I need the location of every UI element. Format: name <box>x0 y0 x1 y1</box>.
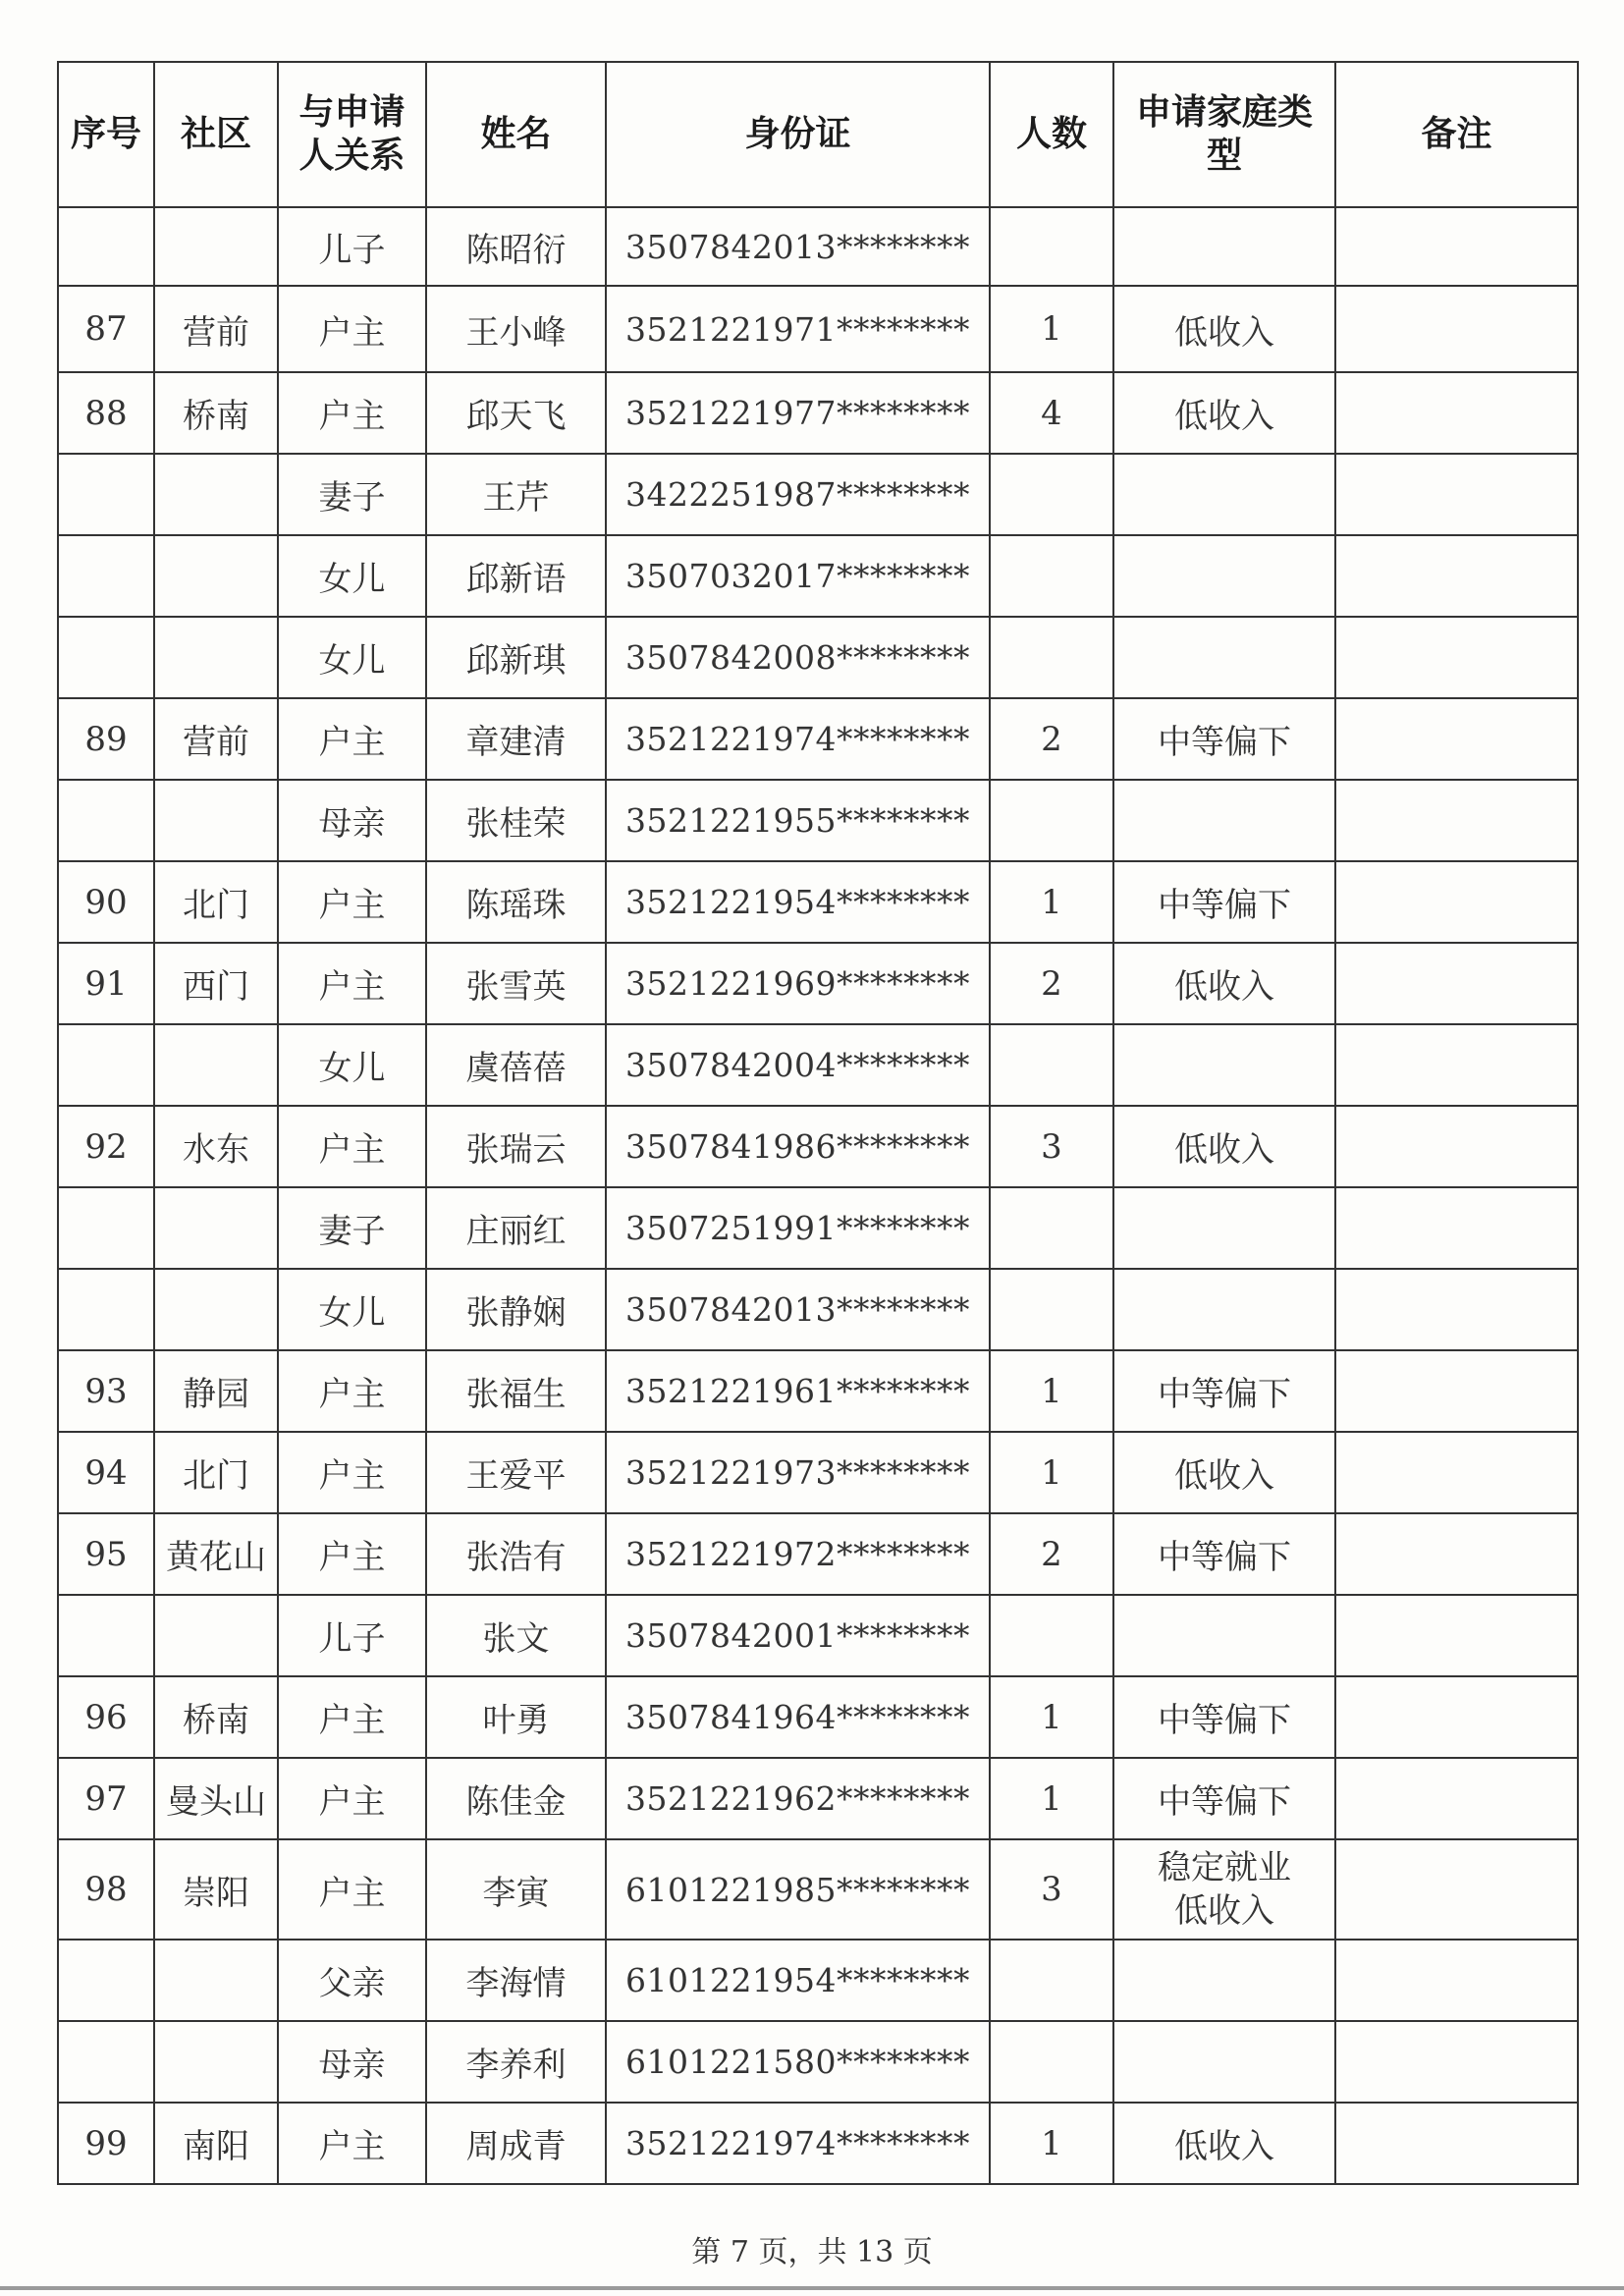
household-table <box>57 61 1579 2185</box>
row-name: 王爱平 <box>426 1432 606 1513</box>
row-id: 3507842001******** <box>606 1595 990 1676</box>
row-no: 87 <box>58 286 154 372</box>
row-id: 3422251987******** <box>606 454 990 535</box>
row-note <box>1335 780 1578 861</box>
row-count <box>990 2021 1113 2103</box>
row-name: 陈佳金 <box>426 1758 606 1839</box>
row-note <box>1335 2103 1578 2184</box>
row-name: 周成青 <box>426 2103 606 2184</box>
row-note <box>1335 1595 1578 1676</box>
row-id: 3507842008******** <box>606 617 990 698</box>
row-name: 李海情 <box>426 1940 606 2021</box>
row-count: 3 <box>990 1106 1113 1187</box>
page-footer: 第 7 页，共 13 页 <box>691 2235 933 2269</box>
row-note <box>1335 861 1578 943</box>
row-relation: 户主 <box>278 943 426 1024</box>
row-community <box>154 1024 278 1106</box>
row-id: 6101221580******** <box>606 2021 990 2103</box>
row-note <box>1335 1269 1578 1350</box>
row-name: 章建清 <box>426 698 606 780</box>
row-name: 张文 <box>426 1595 606 1676</box>
row-relation: 妻子 <box>278 454 426 535</box>
row-note <box>1335 1839 1578 1940</box>
table-row <box>58 1513 1578 1595</box>
row-relation: 户主 <box>278 1350 426 1432</box>
row-relation: 户主 <box>278 1676 426 1758</box>
row-no <box>58 1024 154 1106</box>
row-count: 1 <box>990 861 1113 943</box>
row-id: 3521221973******** <box>606 1432 990 1513</box>
row-no: 97 <box>58 1758 154 1839</box>
row-community: 北门 <box>154 861 278 943</box>
row-relation: 女儿 <box>278 1024 426 1106</box>
row-no <box>58 2021 154 2103</box>
row-no: 99 <box>58 2103 154 2184</box>
row-note <box>1335 943 1578 1024</box>
row-count <box>990 535 1113 617</box>
row-type: 稳定就业低收入 <box>1113 1839 1335 1940</box>
row-name: 王芹 <box>426 454 606 535</box>
row-note <box>1335 1106 1578 1187</box>
row-type: 低收入 <box>1113 372 1335 454</box>
table-row <box>58 207 1578 286</box>
col-header-no: 序号 <box>58 62 154 207</box>
col-header-community: 社区 <box>154 62 278 207</box>
row-community <box>154 207 278 286</box>
row-type <box>1113 1940 1335 2021</box>
col-header-type: 申请家庭类型 <box>1113 62 1335 207</box>
row-community: 曼头山 <box>154 1758 278 1839</box>
table-row <box>58 535 1578 617</box>
table-row <box>58 1024 1578 1106</box>
row-type: 中等偏下 <box>1113 861 1335 943</box>
row-no <box>58 1187 154 1269</box>
table-row <box>58 286 1578 372</box>
row-count: 2 <box>990 943 1113 1024</box>
row-type: 低收入 <box>1113 943 1335 1024</box>
row-name: 邱新语 <box>426 535 606 617</box>
row-relation: 儿子 <box>278 207 426 286</box>
row-count <box>990 1269 1113 1350</box>
row-relation: 父亲 <box>278 1940 426 2021</box>
row-no: 90 <box>58 861 154 943</box>
row-name: 张桂荣 <box>426 780 606 861</box>
row-type <box>1113 207 1335 286</box>
row-name: 陈昭衍 <box>426 207 606 286</box>
row-note <box>1335 1350 1578 1432</box>
row-relation: 母亲 <box>278 2021 426 2103</box>
row-note <box>1335 1513 1578 1595</box>
row-no <box>58 207 154 286</box>
row-note <box>1335 372 1578 454</box>
row-count: 1 <box>990 1350 1113 1432</box>
row-no <box>58 1940 154 2021</box>
row-count: 2 <box>990 698 1113 780</box>
row-count <box>990 780 1113 861</box>
table-row <box>58 698 1578 780</box>
row-relation: 户主 <box>278 2103 426 2184</box>
row-note <box>1335 617 1578 698</box>
row-id: 3507032017******** <box>606 535 990 617</box>
table-row <box>58 1595 1578 1676</box>
row-no: 96 <box>58 1676 154 1758</box>
row-count: 4 <box>990 372 1113 454</box>
row-id: 3507841964******** <box>606 1676 990 1758</box>
row-community: 桥南 <box>154 1676 278 1758</box>
row-name: 庄丽红 <box>426 1187 606 1269</box>
row-name: 李寅 <box>426 1839 606 1940</box>
col-header-note: 备注 <box>1335 62 1578 207</box>
row-no: 95 <box>58 1513 154 1595</box>
row-count: 1 <box>990 1676 1113 1758</box>
row-count: 2 <box>990 1513 1113 1595</box>
row-relation: 女儿 <box>278 1269 426 1350</box>
table-row <box>58 1269 1578 1350</box>
row-id: 3521221969******** <box>606 943 990 1024</box>
table-row <box>58 617 1578 698</box>
table-row <box>58 780 1578 861</box>
row-type: 中等偏下 <box>1113 1513 1335 1595</box>
row-note <box>1335 698 1578 780</box>
row-community <box>154 1269 278 1350</box>
table-row <box>58 861 1578 943</box>
row-count <box>990 207 1113 286</box>
row-count <box>990 1187 1113 1269</box>
row-type <box>1113 2021 1335 2103</box>
row-id: 3521221974******** <box>606 698 990 780</box>
table-row <box>58 454 1578 535</box>
row-type: 低收入 <box>1113 1106 1335 1187</box>
row-no: 91 <box>58 943 154 1024</box>
row-note <box>1335 1676 1578 1758</box>
row-name: 张瑞云 <box>426 1106 606 1187</box>
row-relation: 妻子 <box>278 1187 426 1269</box>
row-no: 88 <box>58 372 154 454</box>
row-relation: 户主 <box>278 1513 426 1595</box>
row-community <box>154 535 278 617</box>
row-id: 3521221954******** <box>606 861 990 943</box>
row-no <box>58 1595 154 1676</box>
row-id: 6101221954******** <box>606 1940 990 2021</box>
row-id: 3521221974******** <box>606 2103 990 2184</box>
row-type <box>1113 1024 1335 1106</box>
row-name: 叶勇 <box>426 1676 606 1758</box>
row-type: 中等偏下 <box>1113 1350 1335 1432</box>
row-name: 李养利 <box>426 2021 606 2103</box>
row-community: 崇阳 <box>154 1839 278 1940</box>
table-row <box>58 1350 1578 1432</box>
row-id: 3521221971******** <box>606 286 990 372</box>
row-relation: 户主 <box>278 1839 426 1940</box>
row-community <box>154 1940 278 2021</box>
row-count: 3 <box>990 1839 1113 1940</box>
row-type: 中等偏下 <box>1113 1676 1335 1758</box>
row-relation: 母亲 <box>278 780 426 861</box>
row-community: 西门 <box>154 943 278 1024</box>
row-count <box>990 454 1113 535</box>
row-type: 低收入 <box>1113 2103 1335 2184</box>
row-note <box>1335 1432 1578 1513</box>
row-no: 98 <box>58 1839 154 1940</box>
row-community <box>154 2021 278 2103</box>
row-count: 1 <box>990 1432 1113 1513</box>
table-row <box>58 2103 1578 2184</box>
bottom-border <box>0 2286 1624 2290</box>
row-note <box>1335 454 1578 535</box>
row-type <box>1113 1187 1335 1269</box>
row-community: 北门 <box>154 1432 278 1513</box>
table-row <box>58 943 1578 1024</box>
row-id: 3521221977******** <box>606 372 990 454</box>
row-name: 张雪英 <box>426 943 606 1024</box>
row-type: 中等偏下 <box>1113 1758 1335 1839</box>
row-note <box>1335 1758 1578 1839</box>
row-name: 邱天飞 <box>426 372 606 454</box>
row-community: 黄花山 <box>154 1513 278 1595</box>
row-community <box>154 1595 278 1676</box>
row-relation: 户主 <box>278 1758 426 1839</box>
row-no <box>58 1269 154 1350</box>
header-row <box>58 62 1578 207</box>
row-community <box>154 617 278 698</box>
row-name: 张福生 <box>426 1350 606 1432</box>
row-note <box>1335 2021 1578 2103</box>
row-type <box>1113 454 1335 535</box>
row-type: 低收入 <box>1113 286 1335 372</box>
row-id: 3521221962******** <box>606 1758 990 1839</box>
col-header-count: 人数 <box>990 62 1113 207</box>
row-relation: 儿子 <box>278 1595 426 1676</box>
row-id: 6101221985******** <box>606 1839 990 1940</box>
table-row <box>58 372 1578 454</box>
col-header-relation: 与申请人关系 <box>278 62 426 207</box>
row-note <box>1335 1187 1578 1269</box>
row-id: 3521221972******** <box>606 1513 990 1595</box>
row-count: 1 <box>990 2103 1113 2184</box>
row-name: 邱新琪 <box>426 617 606 698</box>
table-row <box>58 1758 1578 1839</box>
table-row <box>58 2021 1578 2103</box>
row-id: 3521221961******** <box>606 1350 990 1432</box>
row-name: 王小峰 <box>426 286 606 372</box>
row-no: 94 <box>58 1432 154 1513</box>
row-no <box>58 535 154 617</box>
row-relation: 户主 <box>278 698 426 780</box>
row-no <box>58 454 154 535</box>
table-row <box>58 1187 1578 1269</box>
row-community: 桥南 <box>154 372 278 454</box>
row-relation: 户主 <box>278 286 426 372</box>
table-row <box>58 1839 1578 1940</box>
col-header-id: 身份证 <box>606 62 990 207</box>
row-name: 张浩有 <box>426 1513 606 1595</box>
row-community <box>154 1187 278 1269</box>
row-count: 1 <box>990 1758 1113 1839</box>
row-id: 3507842004******** <box>606 1024 990 1106</box>
row-no <box>58 780 154 861</box>
row-id: 3507251991******** <box>606 1187 990 1269</box>
row-community: 营前 <box>154 286 278 372</box>
row-name: 陈瑶珠 <box>426 861 606 943</box>
row-community: 静园 <box>154 1350 278 1432</box>
row-community <box>154 454 278 535</box>
row-type <box>1113 1269 1335 1350</box>
row-type: 中等偏下 <box>1113 698 1335 780</box>
table-row <box>58 1106 1578 1187</box>
table-row <box>58 1940 1578 2021</box>
row-note <box>1335 207 1578 286</box>
table-row <box>58 1676 1578 1758</box>
col-header-name: 姓名 <box>426 62 606 207</box>
row-count <box>990 1595 1113 1676</box>
row-name: 虞蓓蓓 <box>426 1024 606 1106</box>
row-id: 3507841986******** <box>606 1106 990 1187</box>
table-row <box>58 1432 1578 1513</box>
row-community: 营前 <box>154 698 278 780</box>
row-type <box>1113 780 1335 861</box>
row-id: 3507842013******** <box>606 207 990 286</box>
row-no: 89 <box>58 698 154 780</box>
row-count <box>990 1940 1113 2021</box>
row-relation: 户主 <box>278 861 426 943</box>
row-relation: 户主 <box>278 372 426 454</box>
row-no: 93 <box>58 1350 154 1432</box>
row-community <box>154 780 278 861</box>
row-community: 南阳 <box>154 2103 278 2184</box>
row-count <box>990 617 1113 698</box>
row-relation: 户主 <box>278 1106 426 1187</box>
row-count <box>990 1024 1113 1106</box>
row-name: 张静娴 <box>426 1269 606 1350</box>
row-type: 低收入 <box>1113 1432 1335 1513</box>
row-relation: 女儿 <box>278 617 426 698</box>
row-note <box>1335 1940 1578 2021</box>
row-id: 3507842013******** <box>606 1269 990 1350</box>
row-note <box>1335 286 1578 372</box>
row-note <box>1335 535 1578 617</box>
row-note <box>1335 1024 1578 1106</box>
row-no <box>58 617 154 698</box>
row-id: 3521221955******** <box>606 780 990 861</box>
row-relation: 户主 <box>278 1432 426 1513</box>
row-community: 水东 <box>154 1106 278 1187</box>
row-type <box>1113 1595 1335 1676</box>
row-relation: 女儿 <box>278 535 426 617</box>
row-count: 1 <box>990 286 1113 372</box>
row-type <box>1113 617 1335 698</box>
row-type <box>1113 535 1335 617</box>
row-no: 92 <box>58 1106 154 1187</box>
